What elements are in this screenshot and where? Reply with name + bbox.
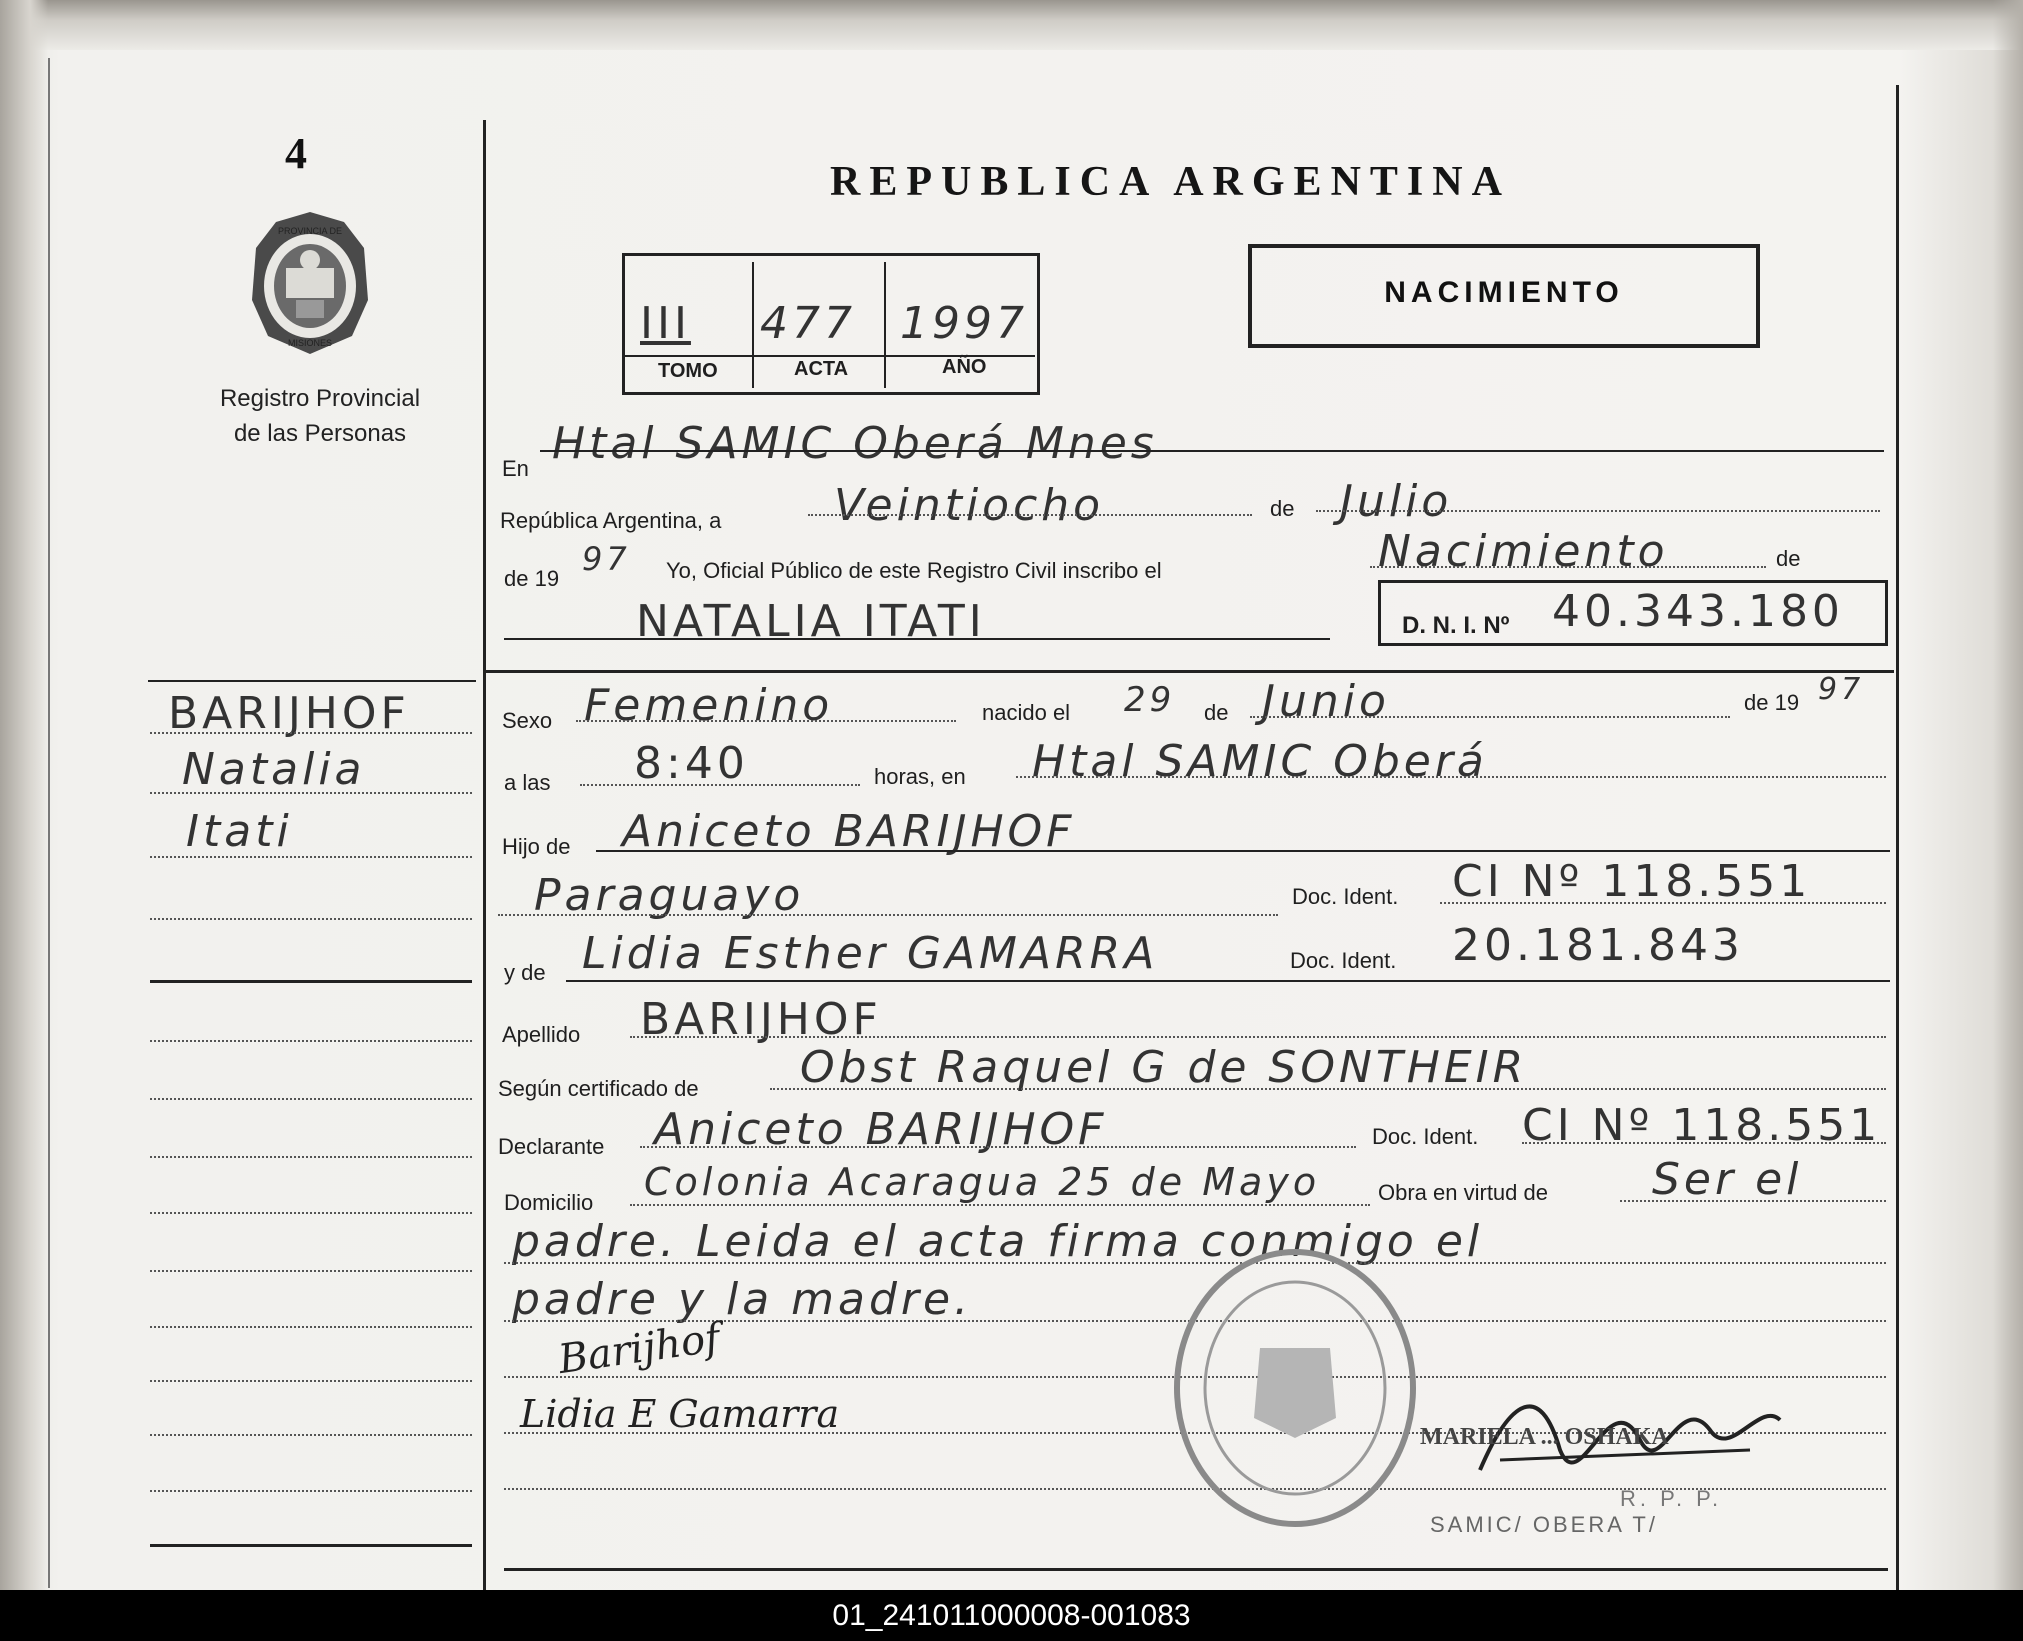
hijo-label: Hijo de: [502, 834, 571, 859]
signature-1: Barijhof: [555, 1314, 723, 1384]
bottom-rule: [504, 1568, 1888, 1571]
madre-doc: 20.181.843: [1452, 920, 1744, 971]
acta-value: 477: [760, 298, 856, 349]
sidebar-line: [150, 1326, 472, 1328]
padre-nac-line: [498, 914, 1278, 916]
sidebar-line: [150, 1098, 472, 1100]
month-value: Julio: [1340, 476, 1453, 527]
dni-label: D. N. I. Nº: [1402, 612, 1510, 639]
obra-value-2: padre. Leida el acta firma conmigo el: [512, 1216, 1484, 1267]
yo-text: Yo, Oficial Público de este Registro Civil inscribo el: [666, 558, 1162, 583]
official-rpp: R. P. P.: [1620, 1486, 1723, 1511]
apellido-label: Apellido: [502, 1022, 581, 1047]
doc-ident-label-3: Doc. Ident.: [1372, 1124, 1479, 1149]
de-label-1: de: [1270, 496, 1295, 521]
sidebar-line: [150, 792, 472, 794]
dni-value: 40.343.180: [1552, 586, 1844, 637]
right-frame-line: [1896, 85, 1899, 1590]
lugar-line: [1016, 776, 1886, 778]
domicilio-label: Domicilio: [504, 1190, 594, 1215]
sidebar-rule: [150, 980, 472, 983]
center-divider-line: [483, 120, 486, 1590]
page-top-edge: [0, 0, 2023, 50]
page-right-edge: [1993, 0, 2023, 1590]
nacido-label: nacido el: [982, 700, 1071, 725]
apellido-value: BARIJHOF: [640, 994, 882, 1045]
de-label-2: de: [1776, 546, 1801, 571]
day-line: [808, 514, 1252, 516]
birth-month-line: [1250, 716, 1730, 718]
obra-line-1: [1620, 1200, 1886, 1202]
page-left-edge: [0, 0, 48, 1590]
document-title: REPUBLICA ARGENTINA: [830, 159, 1511, 205]
yde-label: y de: [504, 960, 546, 985]
certificado-label: Según certificado de: [498, 1076, 699, 1101]
acto-line: [1370, 566, 1766, 568]
padre-value: Aniceto BARIJHOF: [622, 806, 1076, 857]
official-name: MARIELA ... OSHAKA: [1420, 1424, 1669, 1450]
sexo-label: Sexo: [502, 708, 553, 733]
sidebar-line: [150, 1212, 472, 1214]
registry-label-line2: de las Personas: [233, 420, 407, 447]
signature-2: Lidia E Gamarra: [520, 1392, 840, 1436]
en-value: Htal SAMIC Oberá Mnes: [552, 418, 1158, 469]
sidebar-name1: Natalia: [182, 744, 366, 795]
sidebar-top-rule: [148, 680, 476, 682]
declarante-doc: CI Nº 118.551: [1522, 1100, 1882, 1151]
alas-label: a las: [504, 770, 551, 795]
provincial-seal: [240, 208, 380, 358]
day-words: Veintiocho: [834, 480, 1105, 531]
sidebar-line: [150, 1490, 472, 1492]
official-office: SAMIC/ OBERA T/: [1430, 1512, 1658, 1537]
birth-day: 29: [1124, 680, 1176, 720]
padre-doc-line: [1440, 902, 1886, 904]
page-number: 4: [285, 129, 307, 178]
padre-rule: [596, 850, 1890, 852]
sidebar-line: [150, 856, 472, 858]
anio-label: AÑO: [942, 356, 987, 378]
declarante-doc-line: [1522, 1142, 1886, 1144]
year-short: 97: [582, 540, 631, 578]
nombre-rule: [504, 638, 1330, 640]
republica-label: República Argentina, a: [500, 508, 722, 533]
madre-rule: [566, 980, 1890, 982]
record-box-divider: [752, 262, 754, 388]
domicilio-value: Colonia Acaragua 25 de Mayo: [644, 1160, 1321, 1204]
declarante-line: [640, 1146, 1356, 1148]
birth-month: Junio: [1262, 676, 1390, 727]
image-id-caption: 01_241011000008-001083: [0, 1590, 2023, 1641]
doc-ident-label-1: Doc. Ident.: [1292, 884, 1399, 909]
section-rule: [486, 670, 1894, 673]
sidebar-line: [150, 1040, 472, 1042]
sidebar-line: [150, 1270, 472, 1272]
en-label: En: [502, 456, 529, 481]
sexo-value: Femenino: [584, 680, 834, 731]
sidebar-line: [150, 1434, 472, 1436]
madre-value: Lidia Esther GAMARRA: [582, 928, 1159, 979]
sidebar-surname: BARIJHOF: [168, 688, 410, 739]
hora-line: [580, 784, 860, 786]
official-stamp: [1160, 1238, 1430, 1538]
en-rule: [540, 450, 1884, 452]
doc-type-label: NACIMIENTO: [1384, 276, 1624, 309]
hora-value: 8:40: [634, 738, 749, 789]
declarante-value: Aniceto BARIJHOF: [654, 1104, 1108, 1155]
month-line: [1316, 510, 1880, 512]
record-box-divider: [884, 262, 886, 388]
apellido-line: [630, 1036, 1886, 1038]
registry-label-line1: Registro Provincial: [219, 385, 421, 412]
nombre-value: NATALIA ITATI: [636, 596, 986, 647]
acto-value: Nacimiento: [1378, 526, 1669, 577]
birth-year-short: 97: [1818, 672, 1865, 707]
doc-ident-label-2: Doc. Ident.: [1290, 948, 1397, 973]
acta-label: ACTA: [794, 358, 849, 380]
horas-label: horas, en: [874, 764, 966, 789]
left-frame-line: [48, 58, 50, 1588]
sidebar-line: [150, 732, 472, 734]
padre-doc: CI Nº 118.551: [1452, 856, 1812, 907]
declarante-label: Declarante: [498, 1134, 605, 1159]
de-label-3: de: [1204, 700, 1229, 725]
obra-value-1: Ser el: [1652, 1154, 1803, 1205]
de19-label: de 19: [504, 566, 560, 591]
sidebar-line: [150, 918, 472, 920]
anio-value: 1997: [900, 298, 1028, 349]
tomo-label: TOMO: [658, 360, 718, 382]
certificado-value: Obst Raquel G de SONTHEIR: [800, 1042, 1528, 1093]
sidebar-bottom-rule: [150, 1544, 472, 1547]
tomo-value: III: [640, 298, 691, 349]
certificado-line: [770, 1088, 1886, 1090]
padre-nacionalidad: Paraguayo: [534, 870, 805, 921]
sexo-line: [576, 720, 956, 722]
seal-top-text: PROVINCIA DE: [277, 226, 343, 236]
seal-bottom-text: MISIONES: [287, 338, 333, 348]
domicilio-line: [630, 1204, 1370, 1206]
de19b-label: de 19: [1744, 690, 1800, 715]
obra-value-3: padre y la madre.: [512, 1274, 973, 1325]
sidebar-line: [150, 1156, 472, 1158]
sidebar-line: [150, 1380, 472, 1382]
lugar-value: Htal SAMIC Oberá: [1032, 736, 1488, 787]
obra-label: Obra en virtud de: [1378, 1180, 1548, 1205]
sidebar-name2: Itati: [186, 806, 293, 857]
